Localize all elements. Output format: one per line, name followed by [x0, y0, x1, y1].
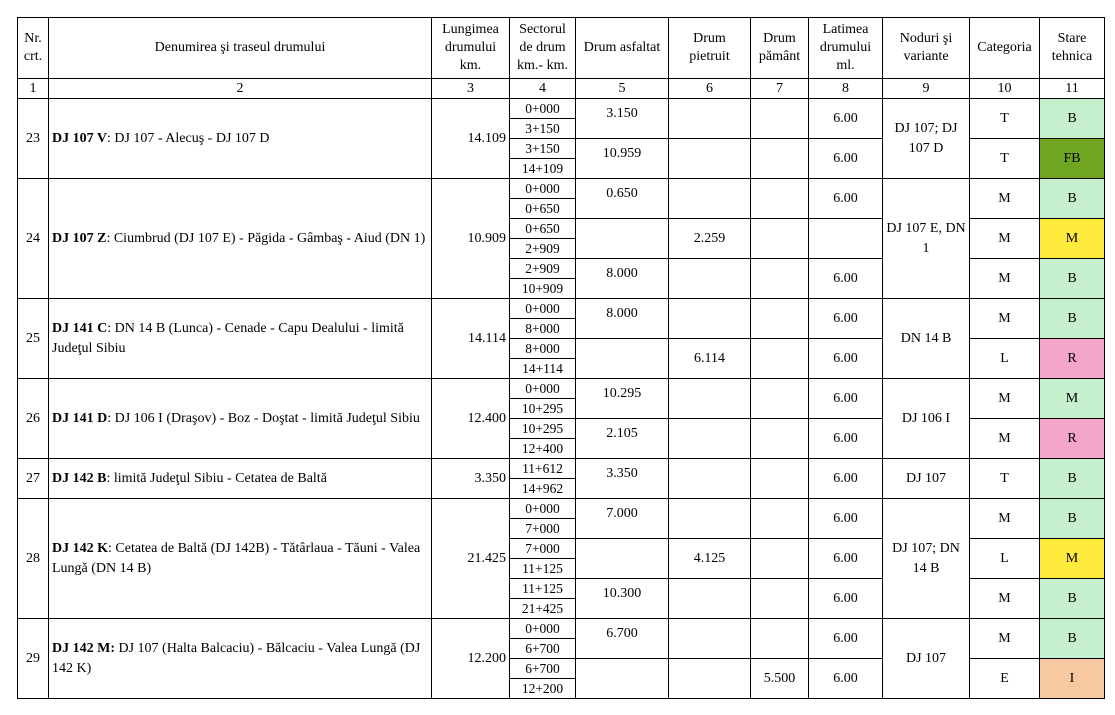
technical-state: B	[1040, 459, 1105, 499]
road-length: 3.350	[432, 459, 510, 499]
earth-km	[751, 179, 809, 219]
earth-km	[751, 339, 809, 379]
gravel-km	[669, 259, 751, 299]
road-length: 14.109	[432, 99, 510, 179]
road-category: T	[970, 139, 1040, 179]
earth-km	[751, 299, 809, 339]
road-category: M	[970, 219, 1040, 259]
sector-end: 12+200	[510, 679, 576, 699]
road-category: M	[970, 259, 1040, 299]
header-sector: Sectorul de drum km.- km.	[510, 18, 576, 79]
gravel-km	[669, 99, 751, 139]
header-earth: Drum pământ	[751, 18, 809, 79]
road-length: 21.425	[432, 499, 510, 619]
sector-end: 0+650	[510, 199, 576, 219]
header-asphalt: Drum asfaltat	[576, 18, 669, 79]
row-number: 28	[18, 499, 49, 619]
table-row	[18, 499, 1105, 519]
road-route: : DN 14 B (Lunca) - Cenade - Capu Dealului - limită Judeţul Sibiu	[52, 320, 404, 356]
sector-start: 3+150	[510, 139, 576, 159]
gravel-km: 6.114	[669, 339, 751, 379]
technical-state: I	[1040, 659, 1105, 699]
sector-start: 10+295	[510, 419, 576, 439]
road-nodes: DJ 107; DJ 107 D	[883, 99, 970, 179]
road-code: DJ 141 D	[52, 410, 108, 426]
row-number: 29	[18, 619, 49, 699]
road-category: T	[970, 99, 1040, 139]
sector-start: 0+650	[510, 219, 576, 239]
sector-start: 0+000	[510, 99, 576, 119]
gravel-km	[669, 179, 751, 219]
road-width: 6.00	[809, 459, 883, 499]
sector-start: 11+612	[510, 459, 576, 479]
row-number: 27	[18, 459, 49, 499]
header-nr: Nr. crt.	[18, 18, 49, 79]
road-width	[809, 219, 883, 259]
header-width: Latimea drumului ml.	[809, 18, 883, 79]
asphalt-km: 6.700	[576, 619, 669, 659]
sector-start: 2+909	[510, 259, 576, 279]
road-nodes: DJ 107	[883, 459, 970, 499]
asphalt-km: 8.000	[576, 259, 669, 299]
road-nodes: DJ 107 E, DN 1	[883, 179, 970, 299]
earth-km	[751, 419, 809, 459]
road-name	[49, 179, 432, 299]
column-number-row	[18, 79, 1105, 99]
header-category: Categoria	[970, 18, 1040, 79]
road-width: 6.00	[809, 579, 883, 619]
asphalt-km: 3.150	[576, 99, 669, 139]
road-nodes: DJ 107; DN 14 B	[883, 499, 970, 619]
earth-km: 5.500	[751, 659, 809, 699]
technical-state: B	[1040, 259, 1105, 299]
table-row	[18, 459, 1105, 479]
gravel-km	[669, 379, 751, 419]
road-width: 6.00	[809, 539, 883, 579]
road-category: L	[970, 539, 1040, 579]
technical-state: R	[1040, 419, 1105, 459]
sector-start: 0+000	[510, 179, 576, 199]
table-row	[18, 379, 1105, 399]
road-route: : Ciumbrud (DJ 107 E) - Păgida - Gâmbaş - Aiud (DN 1)	[106, 230, 426, 246]
earth-km	[751, 259, 809, 299]
colnum: 4	[510, 79, 576, 99]
sector-end: 14+962	[510, 479, 576, 499]
gravel-km	[669, 139, 751, 179]
technical-state: M	[1040, 219, 1105, 259]
road-name	[49, 379, 432, 459]
sector-start: 0+000	[510, 379, 576, 399]
earth-km	[751, 539, 809, 579]
colnum: 11	[1040, 79, 1105, 99]
sector-start: 0+000	[510, 619, 576, 639]
road-name	[49, 499, 432, 619]
gravel-km	[669, 659, 751, 699]
sector-end: 10+295	[510, 399, 576, 419]
colnum: 6	[669, 79, 751, 99]
technical-state: B	[1040, 579, 1105, 619]
sector-end: 21+425	[510, 599, 576, 619]
road-route: : limită Judeţul Sibiu - Cetatea de Baltă	[106, 470, 327, 486]
road-category: M	[970, 499, 1040, 539]
colnum: 3	[432, 79, 510, 99]
asphalt-km	[576, 219, 669, 259]
road-width: 6.00	[809, 339, 883, 379]
asphalt-km: 3.350	[576, 459, 669, 499]
colnum: 2	[49, 79, 432, 99]
sector-end: 14+114	[510, 359, 576, 379]
technical-state: B	[1040, 179, 1105, 219]
technical-state: B	[1040, 499, 1105, 539]
technical-state: B	[1040, 99, 1105, 139]
asphalt-km	[576, 659, 669, 699]
earth-km	[751, 219, 809, 259]
sector-end: 12+400	[510, 439, 576, 459]
gravel-km	[669, 459, 751, 499]
earth-km	[751, 619, 809, 659]
sector-end: 14+109	[510, 159, 576, 179]
asphalt-km: 2.105	[576, 419, 669, 459]
road-route: : Cetatea de Baltă (DJ 142B) - Tătârlaua - Tăuni - Valea Lungă (DN 14 B)	[52, 540, 421, 576]
colnum: 5	[576, 79, 669, 99]
table-row	[18, 179, 1105, 199]
road-code: DJ 142 B	[52, 470, 107, 486]
road-width: 6.00	[809, 419, 883, 459]
header-state: Stare tehnica	[1040, 18, 1105, 79]
asphalt-km: 7.000	[576, 499, 669, 539]
header-gravel: Drum pietruit	[669, 18, 751, 79]
road-length: 12.200	[432, 619, 510, 699]
header-length: Lungimea drumului km.	[432, 18, 510, 79]
colnum: 8	[809, 79, 883, 99]
asphalt-km	[576, 339, 669, 379]
road-name	[49, 459, 432, 499]
header-nodes: Noduri şi variante	[883, 18, 970, 79]
road-category: M	[970, 579, 1040, 619]
road-category: L	[970, 339, 1040, 379]
road-width: 6.00	[809, 99, 883, 139]
road-width: 6.00	[809, 379, 883, 419]
road-table	[17, 17, 1105, 699]
sector-end: 2+909	[510, 239, 576, 259]
sector-start: 0+000	[510, 299, 576, 319]
road-code: DJ 142 M:	[52, 640, 115, 656]
gravel-km: 4.125	[669, 539, 751, 579]
technical-state: B	[1040, 619, 1105, 659]
sector-end: 10+909	[510, 279, 576, 299]
road-length: 10.909	[432, 179, 510, 299]
gravel-km: 2.259	[669, 219, 751, 259]
road-category: M	[970, 419, 1040, 459]
sector-end: 8+000	[510, 319, 576, 339]
asphalt-km	[576, 539, 669, 579]
road-category: M	[970, 379, 1040, 419]
road-category: M	[970, 179, 1040, 219]
header-name: Denumirea şi traseul drumului	[49, 18, 432, 79]
road-code: DJ 107 Z	[52, 230, 107, 246]
row-number: 25	[18, 299, 49, 379]
road-nodes: DJ 107	[883, 619, 970, 699]
road-category: M	[970, 619, 1040, 659]
sector-start: 7+000	[510, 539, 576, 559]
road-width: 6.00	[809, 179, 883, 219]
row-number: 24	[18, 179, 49, 299]
sector-end: 6+700	[510, 639, 576, 659]
road-route: : DJ 107 - Alecuş - DJ 107 D	[106, 130, 270, 146]
earth-km	[751, 579, 809, 619]
gravel-km	[669, 499, 751, 539]
earth-km	[751, 139, 809, 179]
road-code: DJ 141 C	[52, 320, 108, 336]
road-nodes: DN 14 B	[883, 299, 970, 379]
road-code: DJ 107 V	[52, 130, 107, 146]
table-row	[18, 299, 1105, 319]
sector-start: 8+000	[510, 339, 576, 359]
colnum: 1	[18, 79, 49, 99]
sector-end: 3+150	[510, 119, 576, 139]
asphalt-km: 10.295	[576, 379, 669, 419]
colnum: 9	[883, 79, 970, 99]
road-nodes: DJ 106 I	[883, 379, 970, 459]
row-number: 23	[18, 99, 49, 179]
colnum: 7	[751, 79, 809, 99]
colnum: 10	[970, 79, 1040, 99]
technical-state: M	[1040, 539, 1105, 579]
sector-start: 0+000	[510, 499, 576, 519]
row-number: 26	[18, 379, 49, 459]
sector-start: 6+700	[510, 659, 576, 679]
road-category: E	[970, 659, 1040, 699]
earth-km	[751, 379, 809, 419]
asphalt-km: 10.300	[576, 579, 669, 619]
technical-state: R	[1040, 339, 1105, 379]
table-row	[18, 619, 1105, 639]
road-code: DJ 142 K	[52, 540, 108, 556]
asphalt-km: 8.000	[576, 299, 669, 339]
gravel-km	[669, 299, 751, 339]
technical-state: B	[1040, 299, 1105, 339]
sector-start: 11+125	[510, 579, 576, 599]
technical-state: FB	[1040, 139, 1105, 179]
sector-end: 7+000	[510, 519, 576, 539]
road-category: T	[970, 459, 1040, 499]
sector-end: 11+125	[510, 559, 576, 579]
earth-km	[751, 499, 809, 539]
earth-km	[751, 459, 809, 499]
road-width: 6.00	[809, 619, 883, 659]
road-route: : DJ 106 I (Draşov) - Boz - Doştat - limită Judeţul Sibiu	[107, 410, 420, 426]
road-category: M	[970, 299, 1040, 339]
header-row	[18, 18, 1105, 79]
gravel-km	[669, 619, 751, 659]
road-length: 12.400	[432, 379, 510, 459]
gravel-km	[669, 419, 751, 459]
road-width: 6.00	[809, 259, 883, 299]
road-length: 14.114	[432, 299, 510, 379]
road-width: 6.00	[809, 299, 883, 339]
road-name	[49, 299, 432, 379]
road-name	[49, 619, 432, 699]
asphalt-km: 10.959	[576, 139, 669, 179]
asphalt-km: 0.650	[576, 179, 669, 219]
road-name	[49, 99, 432, 179]
road-width: 6.00	[809, 659, 883, 699]
road-width: 6.00	[809, 499, 883, 539]
road-width: 6.00	[809, 139, 883, 179]
gravel-km	[669, 579, 751, 619]
technical-state: M	[1040, 379, 1105, 419]
road-route: DJ 107 (Halta Balcaciu) - Bălcaciu - Valea Lungă (DJ 142 K)	[52, 640, 421, 676]
table-row	[18, 99, 1105, 119]
earth-km	[751, 99, 809, 139]
